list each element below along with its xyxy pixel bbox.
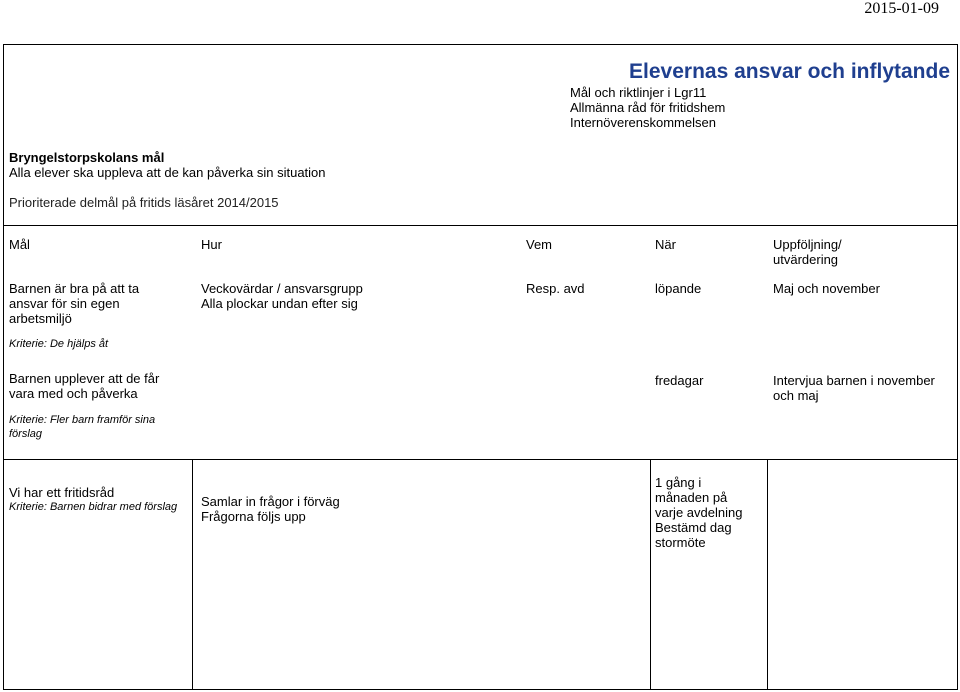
row1-hur-line: Veckovärdar / ansvarsgrupp bbox=[201, 281, 363, 296]
row3-hur bbox=[201, 494, 340, 524]
row1-kriterie: Kriterie: De hjälps åt bbox=[9, 338, 109, 350]
row3-divider-1 bbox=[192, 459, 193, 690]
header-hur: Hur bbox=[201, 237, 222, 252]
row3-nar-line: varje avdelning bbox=[655, 505, 743, 520]
row1-hur-line: Alla plockar undan efter sig bbox=[201, 296, 358, 311]
page-title: Elevernas ansvar och inflytande bbox=[629, 60, 950, 83]
row3-hur-line: Frågorna följs upp bbox=[201, 509, 306, 524]
row3-nar-line: stormöte bbox=[655, 535, 706, 550]
row3-nar bbox=[655, 475, 742, 550]
subtitle-allmanna-rad: Allmänna råd för fritidshem bbox=[570, 100, 726, 115]
row2-mal bbox=[9, 371, 159, 401]
header-vem: Vem bbox=[526, 237, 553, 252]
school-goal-block bbox=[9, 150, 326, 180]
row3-divider-2 bbox=[650, 459, 651, 690]
row2-uppfoljning-line: Intervjua barnen i november bbox=[773, 373, 935, 388]
row2-mal-line: Barnen upplever att de får bbox=[9, 371, 160, 386]
row1-mal-line: ansvar för sin egen bbox=[9, 296, 120, 311]
row3-divider-3 bbox=[767, 459, 768, 690]
row2-nar: fredagar bbox=[655, 373, 704, 388]
header-uppfoljning-line2: utvärdering bbox=[773, 252, 839, 267]
row2-uppfoljning-line: och maj bbox=[773, 388, 819, 403]
row1-mal-line: arbetsmiljö bbox=[9, 311, 72, 326]
row1-mal bbox=[9, 281, 139, 326]
school-name: Bryngelstorpskolans mål bbox=[9, 150, 165, 165]
table-top-border bbox=[3, 225, 958, 226]
row3-kriterie: Kriterie: Barnen bidrar med förslag bbox=[9, 501, 178, 513]
row3-hur-line: Samlar in frågor i förväg bbox=[201, 494, 340, 509]
row2-kriterie-line: förslag bbox=[9, 428, 43, 440]
document-page bbox=[3, 44, 958, 690]
row2-kriterie bbox=[9, 413, 155, 441]
document-date: 2015-01-09 bbox=[864, 0, 939, 17]
header-uppfoljning bbox=[773, 237, 842, 267]
row3-nar-line: månaden på bbox=[655, 490, 728, 505]
row3-top-border bbox=[3, 459, 958, 460]
priority-heading: Prioriterade delmål på fritids läsåret 2014/2015 bbox=[9, 195, 279, 210]
row1-uppfoljning: Maj och november bbox=[773, 281, 880, 296]
row1-nar: löpande bbox=[655, 281, 702, 296]
row2-kriterie-line: Kriterie: Fler barn framför sina bbox=[9, 414, 156, 426]
row2-uppfoljning bbox=[773, 373, 935, 403]
header-uppfoljning-line1: Uppföljning/ bbox=[773, 237, 842, 252]
row3-mal: Vi har ett fritidsråd bbox=[9, 485, 115, 500]
row1-vem: Resp. avd bbox=[526, 281, 585, 296]
subtitle-internoverenskommelsen: Internöverenskommelsen bbox=[570, 115, 716, 130]
row3-nar-line: Bestämd dag bbox=[655, 520, 732, 535]
row1-hur bbox=[201, 281, 363, 311]
row2-mal-line: vara med och påverka bbox=[9, 386, 138, 401]
school-goal: Alla elever ska uppleva att de kan påverka sin situation bbox=[9, 165, 326, 180]
subtitle-lgr11: Mål och riktlinjer i Lgr11 bbox=[570, 85, 707, 100]
header-mal: Mål bbox=[9, 237, 30, 252]
row1-mal-line: Barnen är bra på att ta bbox=[9, 281, 140, 296]
row3-nar-line: 1 gång i bbox=[655, 475, 702, 490]
header-nar: När bbox=[655, 237, 676, 252]
